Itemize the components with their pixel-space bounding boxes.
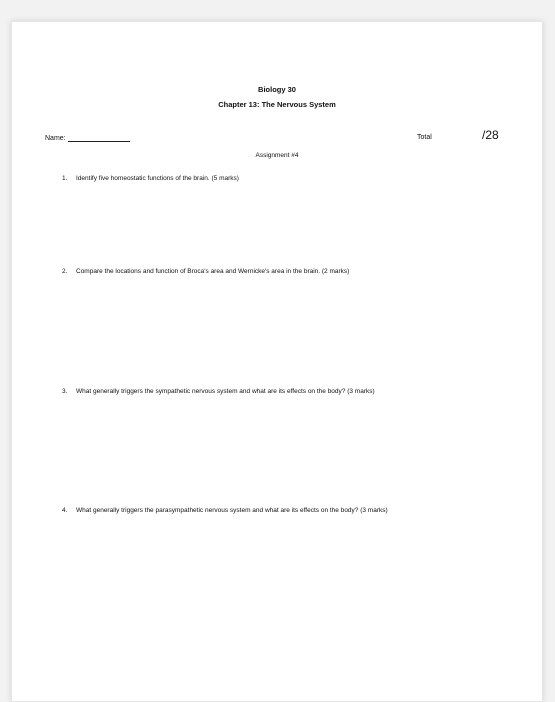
question-text: Compare the locations and function of Broca's area and Wernicke's area in the brain. (2 marks) <box>76 268 350 275</box>
question-text: What generally triggers the sympathetic nervous system and what are its effects on the body? (3 marks) <box>76 388 375 395</box>
question-number: 1. <box>62 175 68 182</box>
question-text: Identify five homeostatic functions of the brain. (5 marks) <box>76 175 239 182</box>
name-blank-line <box>68 134 130 142</box>
question-item <box>62 268 349 275</box>
question-text: What generally triggers the parasympathetic nervous system and what are its effects on the body? (3 marks) <box>76 507 388 514</box>
total-score: /28 <box>482 128 499 142</box>
question-number: 2. <box>62 268 68 275</box>
question-item <box>62 175 239 182</box>
total-label: Total <box>417 134 432 141</box>
question-number: 3. <box>62 388 68 395</box>
question-item <box>62 507 388 514</box>
chapter-title: Chapter 13: The Nervous System <box>218 100 336 109</box>
question-item <box>62 388 375 395</box>
name-label: Name: <box>45 135 66 142</box>
assignment-title: Assignment #4 <box>255 152 299 159</box>
document-page <box>11 21 543 702</box>
course-title: Biology 30 <box>258 85 296 94</box>
question-number: 4. <box>62 507 68 514</box>
name-field <box>45 134 130 142</box>
